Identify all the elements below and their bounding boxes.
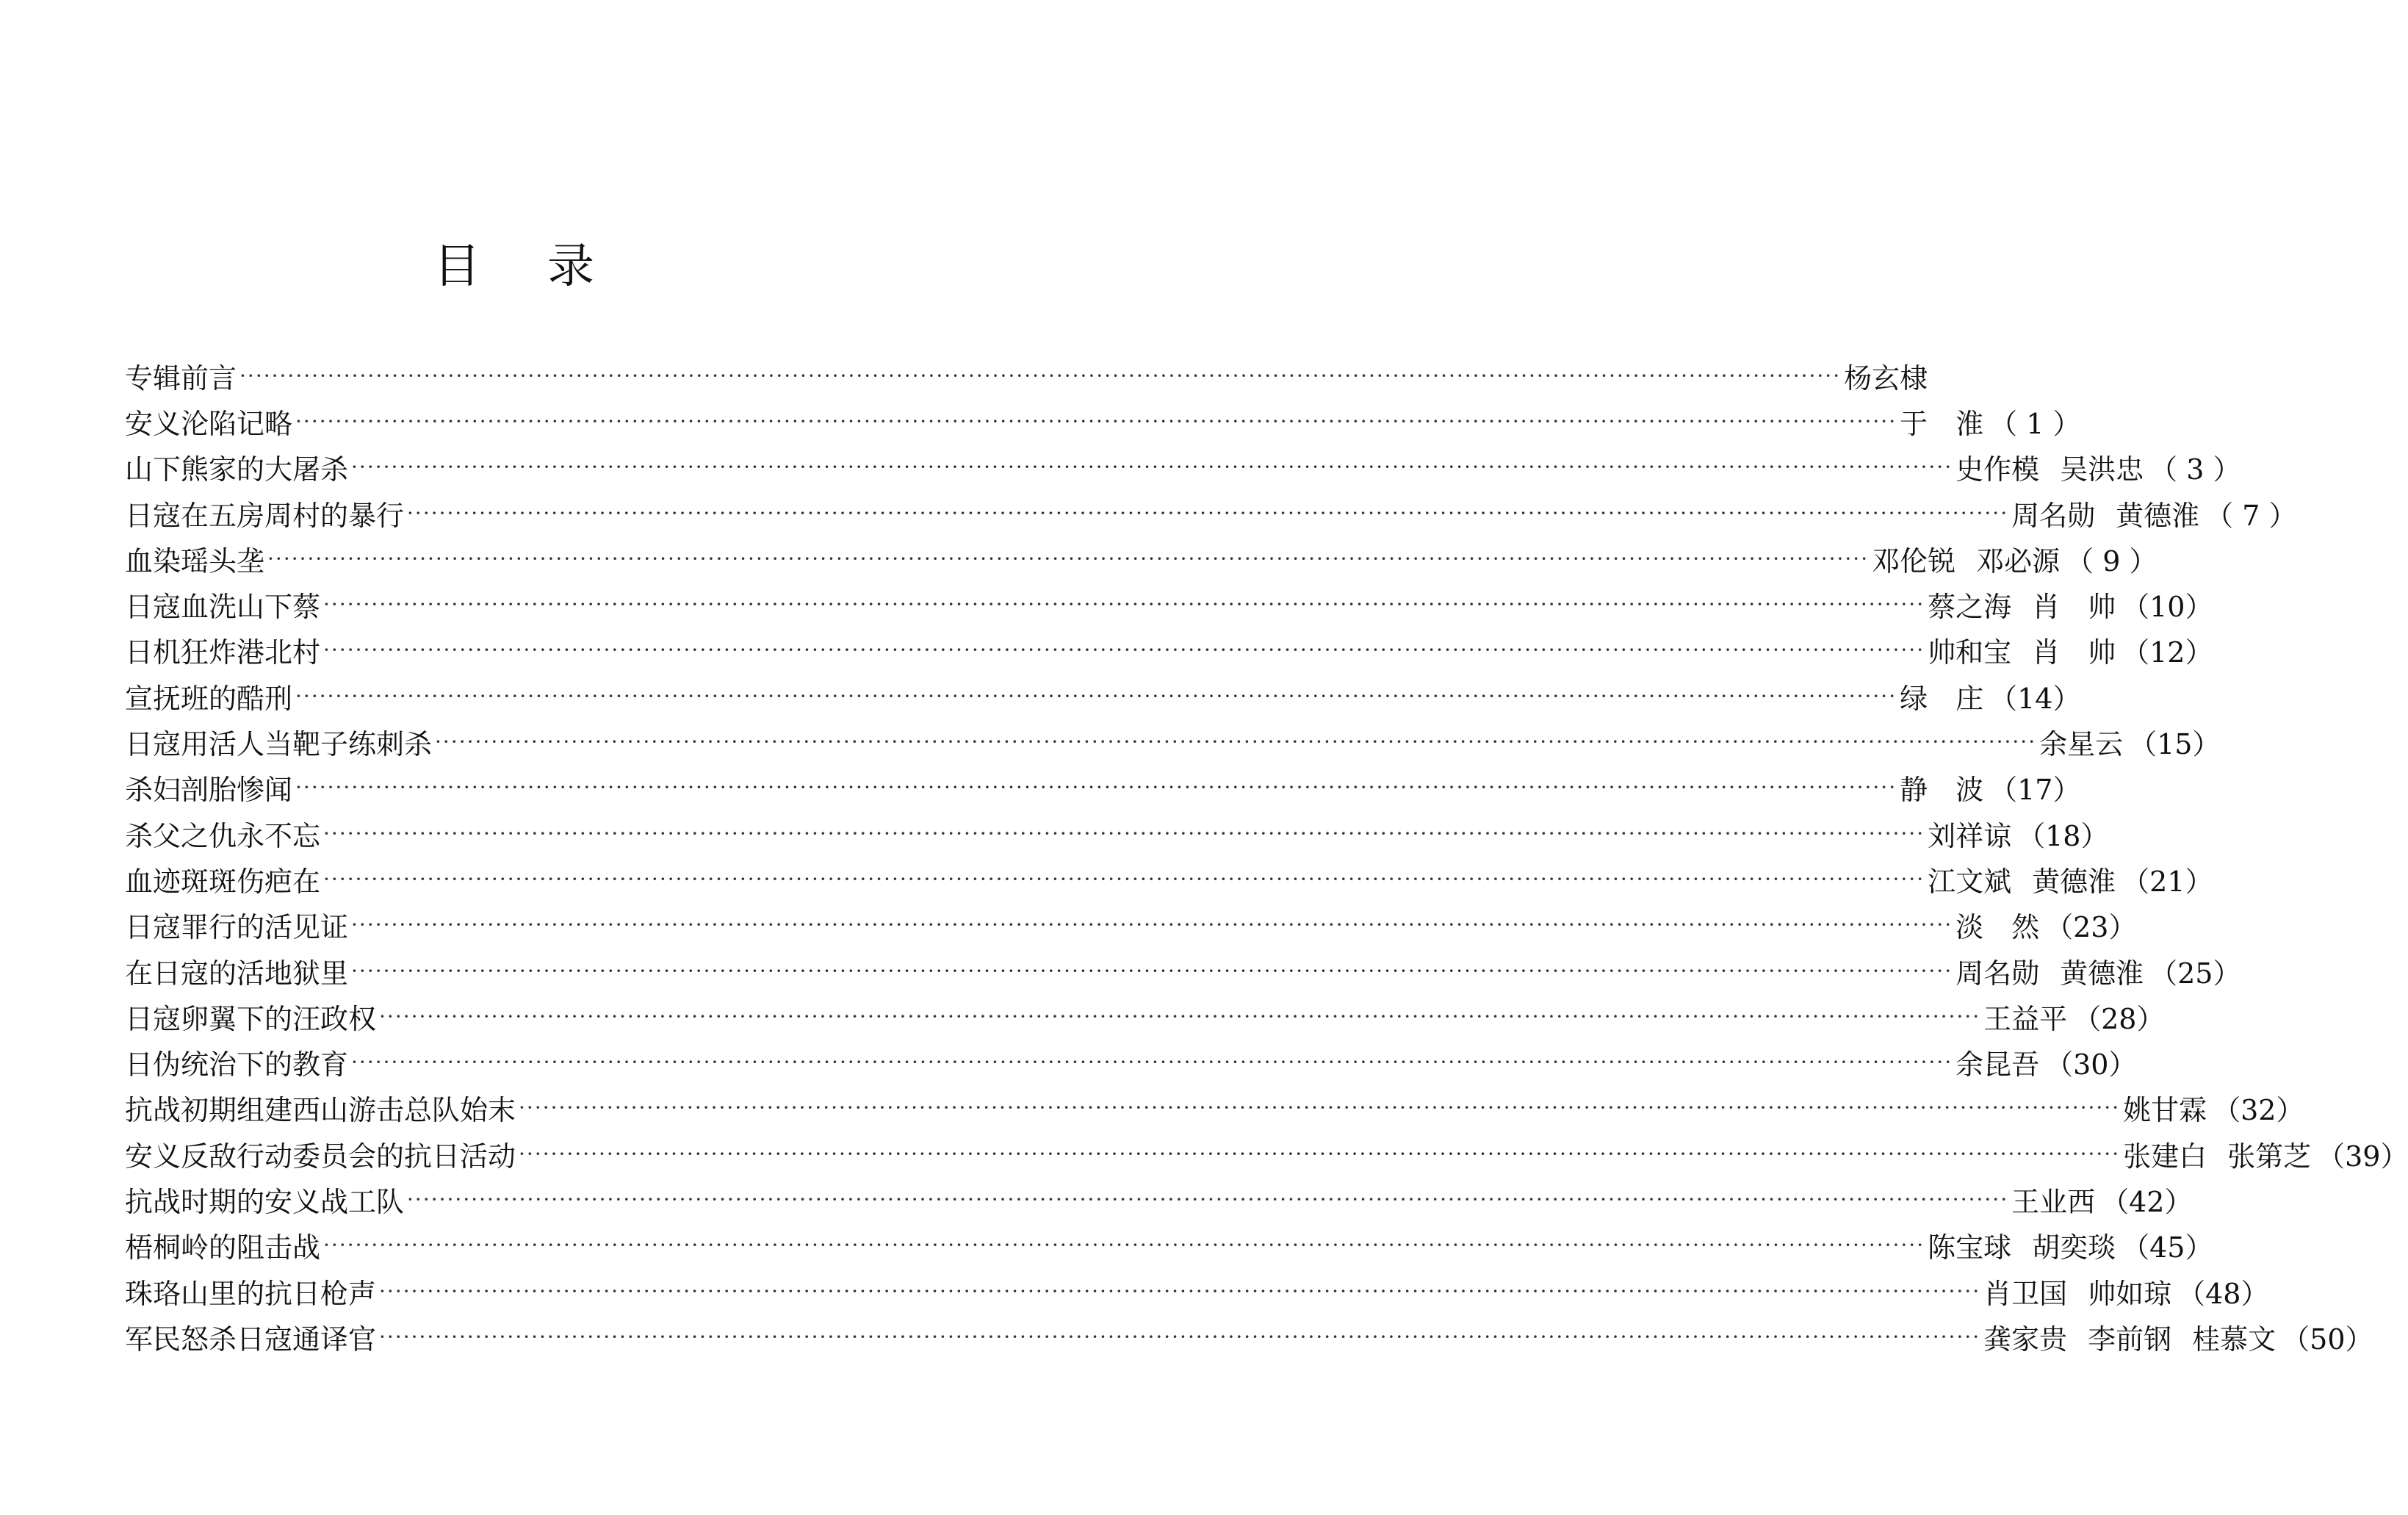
dot-leader: ········································································································································································································ [323,638,1925,663]
entry-title: 军民怒杀日寇通译官 [125,1323,377,1356]
dot-leader: ········································································································································································································ [407,1187,2009,1212]
entry-page-number: （25） [2149,957,2241,990]
entry-author: 陈宝球 [1928,1231,2012,1264]
entry-author: 张建白 [2123,1140,2207,1173]
entry-page-number: （15） [2129,728,2221,761]
entry-author: 肖 帅 [2032,591,2116,624]
entry-page-number: （28） [2073,1002,2165,1035]
toc-entry [125,765,2081,810]
entry-author: 静 波 [1900,774,1984,807]
toc-entry [125,536,2158,581]
entry-author: 姚甘霖 [2123,1094,2207,1127]
entry-author: 江文斌 [1928,865,2012,898]
entry-title: 日机狂炸港北村 [125,636,321,669]
entry-author: 帅如琼 [2088,1277,2172,1310]
entry-author: 王益平 [1983,1002,2068,1035]
entry-title: 血染瑶头垄 [125,544,265,577]
entry-title: 日寇用活人当靶子练刺杀 [125,728,433,761]
entry-author: 绿 庄 [1900,682,1984,715]
page-title [0,234,1023,300]
dot-leader: ········································································································································································································ [323,866,1925,891]
entry-author: 桂慕文 [2192,1323,2277,1356]
entry-title: 在日寇的活地狱里 [125,957,349,990]
entry-author: 于 淮 [1900,407,1984,440]
toc-entry [125,1268,2269,1314]
dot-leader: ········································································································································································································ [351,913,1953,938]
dot-leader: ········································································································································································································ [295,409,1897,433]
entry-author: 黄德淮 [2060,957,2144,990]
entry-author: 吴洪忠 [2060,453,2144,486]
entry-page-number: （ 7 ） [2205,499,2297,532]
entry-author: 肖 帅 [2032,636,2116,669]
toc-entry [125,948,2241,993]
entry-page-number: （48） [2177,1277,2269,1310]
entry-author: 余星云 [2039,728,2124,761]
entry-title: 日寇血洗山下蔡 [125,591,321,624]
entry-title: 杀妇剖胎惨闻 [125,774,293,807]
toc-entry [125,856,2213,902]
dot-leader: ········································································································································································································ [267,546,1870,571]
entry-page-number: （18） [2017,819,2109,852]
toc-entry [125,810,2109,856]
entry-author: 史作模 [1955,453,2040,486]
toc-entry [125,627,2213,673]
toc-entry [125,1223,2213,1268]
entry-title: 安义沦陷记略 [125,407,293,440]
entry-author: 黄德淮 [2116,499,2200,532]
entry-page-number: （ 1 ） [1989,407,2081,440]
entry-title: 日寇罪行的活见证 [125,911,349,944]
entry-page-number: （45） [2122,1231,2213,1264]
entry-author: 杨玄棣 [1844,361,1928,395]
dot-leader: ········································································································································································································ [519,1095,2121,1120]
toc-entry [125,993,2165,1039]
dot-leader: ········································································································································································································ [351,958,1953,983]
toc-entry [125,445,2241,490]
entry-author: 邓必源 [1976,544,2061,577]
entry-author: 帅和宝 [1928,636,2012,669]
toc-entry [125,1314,2373,1359]
entry-title: 宣抚班的酷刑 [125,682,293,715]
entry-page-number: （50） [2282,1323,2373,1356]
entry-author: 胡奕琰 [2032,1231,2116,1264]
toc-entry [125,902,2137,948]
entry-page-number: （21） [2122,865,2213,898]
entry-author: 余昆吾 [1955,1048,2040,1082]
toc-entry [125,673,2081,719]
entry-page-number: （39） [2317,1140,2408,1173]
toc-entry [125,353,1928,398]
entry-author: 黄德淮 [2032,865,2116,898]
entry-title: 珠珞山里的抗日枪声 [125,1277,377,1310]
toc-entry [125,581,2213,627]
toc-entry [125,1085,2304,1131]
dot-leader: ········································································································································································································ [351,455,1953,480]
entry-author: 肖卫国 [1983,1277,2068,1310]
entry-title: 抗战时期的安义战工队 [125,1185,405,1218]
toc-entry [125,1039,2137,1084]
dot-leader: ········································································································································································································ [379,1004,1981,1029]
dot-leader: ········································································································································································································ [351,1050,1953,1075]
entry-title: 抗战初期组建西山游击总队始末 [125,1094,516,1127]
entry-page-number: （30） [2045,1048,2137,1082]
entry-author: 张第芝 [2227,1140,2312,1173]
entry-title: 杀父之仇永不忘 [125,819,321,852]
dot-leader: ········································································································································································································ [379,1324,1981,1349]
entry-page-number: （ 9 ） [2066,544,2158,577]
table-of-contents [125,353,2408,1360]
entry-author: 邓伦锐 [1872,544,1956,577]
entry-page-number: （12） [2122,636,2213,669]
dot-leader: ········································································································································································································ [239,363,1842,388]
dot-leader: ········································································································································································································ [379,1278,1981,1303]
entry-title: 日伪统治下的教育 [125,1048,349,1082]
dot-leader: ········································································································································································································ [519,1141,2121,1166]
entry-page-number: （32） [2213,1094,2304,1127]
entry-author: 淡 然 [1955,911,2040,944]
entry-page-number: （23） [2045,911,2137,944]
toc-entry [125,398,2081,444]
entry-page-number: （ 3 ） [2149,453,2241,486]
dot-leader: ········································································································································································································ [323,592,1925,617]
dot-leader: ········································································································································································································ [323,821,1925,846]
entry-author: 周名勋 [2011,499,2096,532]
entry-title: 日寇在五房周村的暴行 [125,499,405,532]
dot-leader: ········································································································································································································ [407,500,2009,525]
toc-entry [125,1131,2408,1176]
entry-page-number: （17） [1989,774,2081,807]
entry-title: 安义反敌行动委员会的抗日活动 [125,1140,516,1173]
entry-author: 龚家贵 [1983,1323,2068,1356]
entry-author: 刘祥谅 [1928,819,2012,852]
dot-leader: ········································································································································································································ [323,1233,1925,1258]
entry-author: 李前钢 [2088,1323,2172,1356]
entry-title: 专辑前言 [125,361,237,395]
title-char-2: 录 [547,240,594,294]
dot-leader: ········································································································································································································ [295,683,1897,708]
toc-entry [125,719,2221,764]
entry-author: 蔡之海 [1928,591,2012,624]
dot-leader: ········································································································································································································ [435,730,2037,755]
entry-page-number: （10） [2122,591,2213,624]
entry-title: 山下熊家的大屠杀 [125,453,349,486]
entry-title: 梧桐岭的阻击战 [125,1231,321,1264]
dot-leader: ········································································································································································································ [295,775,1897,800]
entry-author: 周名勋 [1955,957,2040,990]
toc-entry [125,490,2297,536]
toc-entry [125,1176,2193,1222]
entry-page-number: （42） [2101,1185,2193,1218]
entry-page-number: （14） [1989,682,2081,715]
title-char-1: 目 [433,240,480,294]
entry-title: 日寇卵翼下的汪政权 [125,1002,377,1035]
entry-title: 血迹斑斑伤疤在 [125,865,321,898]
entry-author: 王业西 [2011,1185,2096,1218]
